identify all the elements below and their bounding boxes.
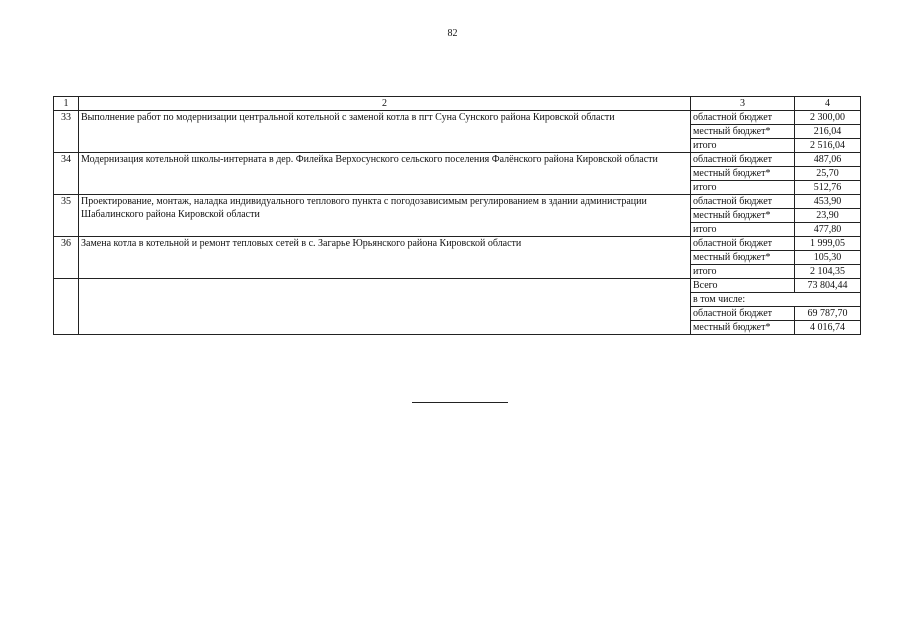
column-header-3: 3: [691, 97, 795, 111]
column-header-4: 4: [795, 97, 861, 111]
totals-amount: 73 804,44: [795, 279, 861, 293]
budget-table: [53, 96, 861, 335]
table-row: [54, 237, 861, 251]
funding-source: областной бюджет: [691, 111, 795, 125]
funding-source: областной бюджет: [691, 237, 795, 251]
totals-row: [54, 279, 861, 293]
item-description: Проектирование, монтаж, наладка индивидуального теплового пункта с погодозависимым регулированием в здании администрации Шабалинского района Кировской области: [79, 195, 691, 237]
totals-empty-cell: [54, 279, 79, 335]
table-row: [54, 111, 861, 125]
totals-label: в том числе:: [691, 293, 795, 307]
funding-amount: 487,06: [795, 153, 861, 167]
totals-label: Всего: [691, 279, 795, 293]
column-header-1: 1: [54, 97, 79, 111]
funding-amount: 453,90: [795, 195, 861, 209]
item-description: Замена котла в котельной и ремонт тепловых сетей в с. Загарье Юрьянского района Кировской области: [79, 237, 691, 279]
column-header-2: 2: [79, 97, 691, 111]
table-row: [54, 195, 861, 209]
funding-source: итого: [691, 223, 795, 237]
item-number: 36: [54, 237, 79, 279]
funding-amount: 512,76: [795, 181, 861, 195]
funding-source: итого: [691, 139, 795, 153]
funding-source: местный бюджет*: [691, 251, 795, 265]
totals-empty-cell: [79, 279, 691, 335]
end-of-document-rule: [412, 402, 508, 403]
funding-amount: 2 300,00: [795, 111, 861, 125]
table-row: [54, 153, 861, 167]
totals-amount: 4 016,74: [795, 321, 861, 335]
funding-amount: 216,04: [795, 125, 861, 139]
page-number: 82: [447, 28, 458, 39]
funding-source: областной бюджет: [691, 195, 795, 209]
item-number: 33: [54, 111, 79, 153]
totals-amount: [795, 293, 861, 307]
totals-label: областной бюджет: [691, 307, 795, 321]
funding-amount: 2 516,04: [795, 139, 861, 153]
funding-source: итого: [691, 181, 795, 195]
item-description: Модернизация котельной школы-интерната в дер. Филейка Верхосунского сельского поселения Фалёнского района Кировской области: [79, 153, 691, 195]
item-number: 34: [54, 153, 79, 195]
item-number: 35: [54, 195, 79, 237]
table-header-row: [54, 97, 861, 111]
totals-amount: 69 787,70: [795, 307, 861, 321]
funding-amount: 2 104,35: [795, 265, 861, 279]
funding-source: областной бюджет: [691, 153, 795, 167]
funding-amount: 1 999,05: [795, 237, 861, 251]
funding-amount: 477,80: [795, 223, 861, 237]
funding-amount: 105,30: [795, 251, 861, 265]
funding-source: местный бюджет*: [691, 125, 795, 139]
item-description: Выполнение работ по модернизации центральной котельной с заменой котла в пгт Суна Сунского района Кировской области: [79, 111, 691, 153]
funding-amount: 23,90: [795, 209, 861, 223]
funding-source: местный бюджет*: [691, 167, 795, 181]
funding-amount: 25,70: [795, 167, 861, 181]
funding-source: местный бюджет*: [691, 209, 795, 223]
totals-label: местный бюджет*: [691, 321, 795, 335]
funding-source: итого: [691, 265, 795, 279]
